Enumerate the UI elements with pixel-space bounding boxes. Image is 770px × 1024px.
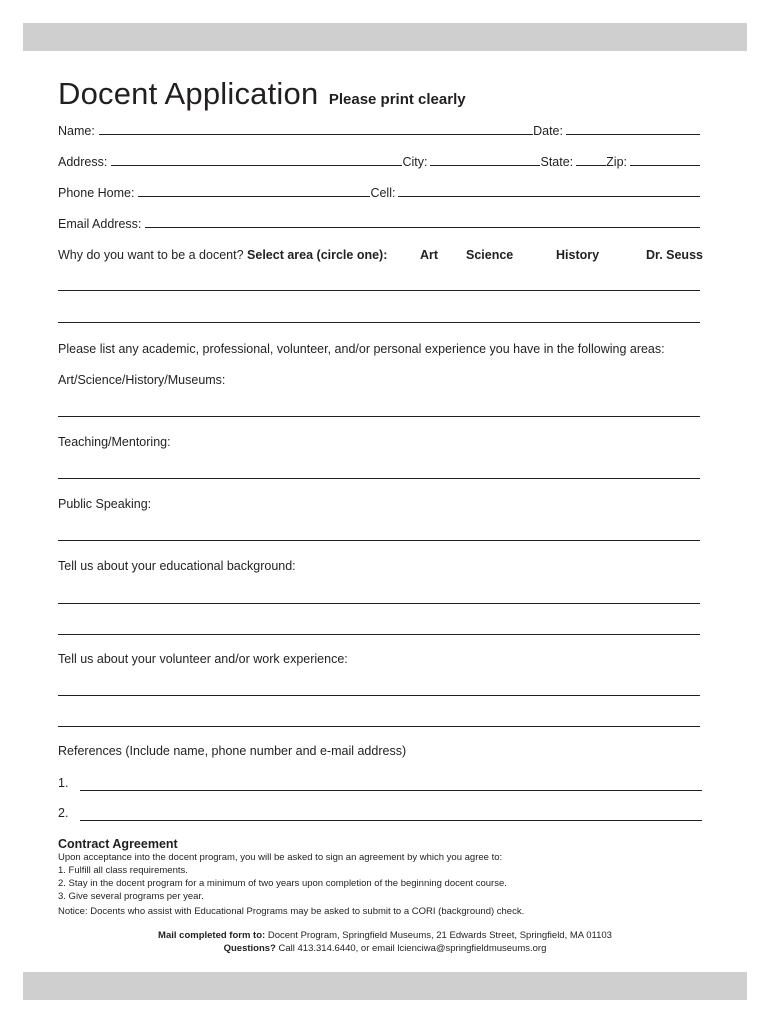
address-row [58, 151, 700, 169]
education-line-2[interactable] [58, 634, 700, 635]
email-label: Email Address: [58, 217, 142, 231]
name-date-row [58, 120, 700, 138]
page-title: Docent Application [58, 76, 319, 111]
option-dr-seuss[interactable]: Dr. Seuss [646, 248, 703, 262]
option-history[interactable]: History [556, 248, 600, 262]
volunteer-line-2[interactable] [58, 726, 700, 727]
header-band [23, 23, 747, 51]
contract-item-2: 2. Stay in the docent program for a minimum of two years upon completion of the beginning docent course. [58, 878, 507, 889]
questions-contact[interactable]: Call 413.314.6440, or email lcienciwa@springfieldmuseums.org [278, 943, 547, 954]
address-label: Address: [58, 155, 108, 169]
why-answer-line-2[interactable] [58, 322, 700, 323]
questions-label: Questions? [223, 943, 276, 954]
option-science[interactable]: Science [466, 248, 514, 262]
zip-field[interactable] [630, 165, 700, 166]
references-prompt: References (Include name, phone number and e-mail address) [58, 744, 407, 758]
title-row [58, 76, 466, 112]
contract-item-3: 3. Give several programs per year. [58, 891, 204, 902]
experience-intro: Please list any academic, professional, volunteer, and/or personal experience you have in the following areas: [58, 342, 665, 356]
contract-item-1: 1. Fulfill all class requirements. [58, 865, 188, 876]
mail-label: Mail completed form to: [158, 930, 266, 941]
mail-to-line [0, 930, 770, 941]
contract-notice: Notice: Docents who assist with Educational Programs may be asked to submit to a CORI (background) check. [58, 906, 525, 917]
reference-line-1[interactable] [80, 790, 702, 791]
teaching-mentoring-line[interactable] [58, 478, 700, 479]
name-label: Name: [58, 124, 95, 138]
why-question [58, 248, 387, 262]
public-speaking-line[interactable] [58, 540, 700, 541]
education-prompt: Tell us about your educational background: [58, 559, 296, 573]
contract-heading: Contract Agreement [58, 837, 178, 851]
phone-row [58, 182, 700, 200]
name-field[interactable] [99, 134, 533, 135]
art-science-history-line[interactable] [58, 416, 700, 417]
teaching-mentoring-label: Teaching/Mentoring: [58, 435, 171, 449]
state-field[interactable] [576, 165, 606, 166]
option-art[interactable]: Art [420, 248, 439, 262]
reference-number-2: 2. [58, 806, 69, 820]
cell-field[interactable] [398, 196, 700, 197]
phone-home-label: Phone Home: [58, 186, 135, 200]
email-row [58, 213, 700, 231]
volunteer-prompt: Tell us about your volunteer and/or work experience: [58, 652, 348, 666]
zip-label: Zip: [606, 155, 627, 169]
city-label: City: [402, 155, 428, 169]
city-field[interactable] [430, 165, 540, 166]
state-label: State: [540, 155, 574, 169]
reference-number-1: 1. [58, 776, 69, 790]
footer-band [23, 972, 747, 1000]
art-science-history-label: Art/Science/History/Museums: [58, 373, 226, 387]
contract-intro: Upon acceptance into the docent program, you will be asked to sign an agreement by which you agree to: [58, 852, 503, 863]
education-line-1[interactable] [58, 603, 700, 604]
select-area-label: Select area (circle one): [247, 248, 388, 262]
reference-line-2[interactable] [80, 820, 702, 821]
date-field[interactable] [566, 134, 700, 135]
mail-address: Docent Program, Springfield Museums, 21 Edwards Street, Springfield, MA 01103 [267, 930, 612, 941]
volunteer-line-1[interactable] [58, 695, 700, 696]
why-question-text: Why do you want to be a docent? [58, 248, 244, 262]
page-subtitle: Please print clearly [328, 91, 466, 108]
cell-label: Cell: [370, 186, 396, 200]
address-field[interactable] [111, 165, 402, 166]
email-field[interactable] [145, 227, 700, 228]
questions-line [0, 943, 770, 954]
public-speaking-label: Public Speaking: [58, 497, 152, 511]
why-answer-line-1[interactable] [58, 290, 700, 291]
phone-home-field[interactable] [138, 196, 370, 197]
date-label: Date: [533, 124, 563, 138]
